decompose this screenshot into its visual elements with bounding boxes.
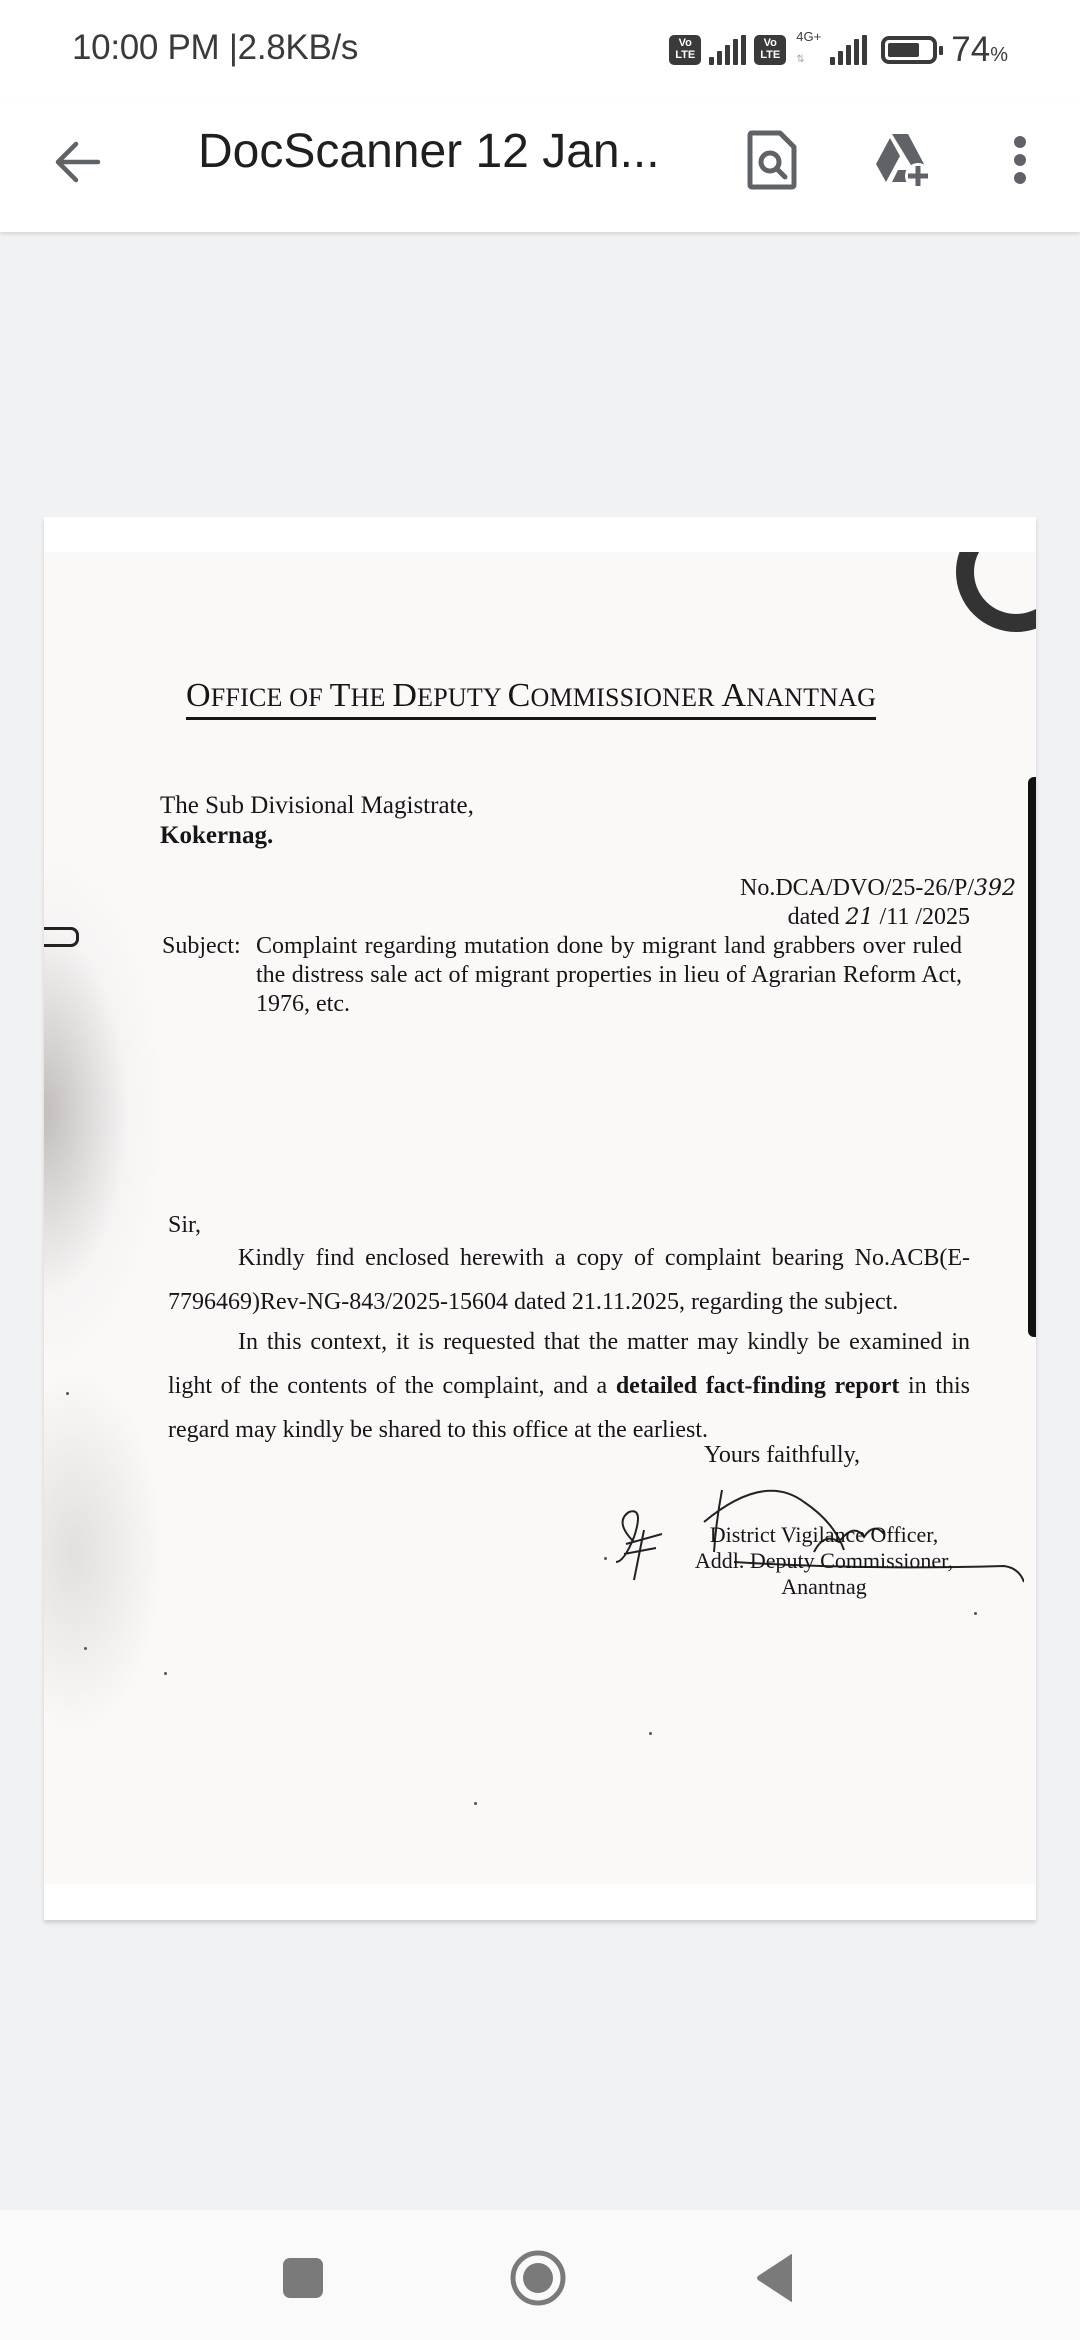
battery-fill <box>888 43 919 57</box>
reference-date <box>788 903 970 932</box>
volte-label-bottom: LTE <box>760 49 781 61</box>
save-to-drive-button[interactable] <box>870 128 934 192</box>
signatory-line2: Addl. Deputy Commissioner, <box>694 1548 954 1573</box>
more-vert-icon <box>1010 132 1030 188</box>
preview-document-button[interactable] <box>740 128 804 192</box>
battery-percent-sign: % <box>990 44 1008 66</box>
page-title: DocScanner 12 Jan... <box>198 125 660 178</box>
status-bar <box>0 0 1080 100</box>
paragraph-2-text-before: In this context, it is requested that the matter may kindly be examined in light of the contents of the complaint, and a <box>168 1329 970 1399</box>
dated-label: dated <box>787 904 840 930</box>
paragraph-2-bold-text: detailed fact-finding report <box>615 1373 900 1399</box>
more-options-button[interactable] <box>988 128 1052 192</box>
system-back-button[interactable] <box>746 2248 806 2308</box>
signal-strength-icon-sim2 <box>830 35 867 65</box>
drive-add-icon <box>872 130 932 190</box>
system-nav-bar <box>0 2210 1080 2340</box>
home-icon <box>508 2248 568 2308</box>
back-triangle-icon <box>754 2253 798 2303</box>
recent-apps-icon <box>281 2256 325 2300</box>
document-search-icon <box>746 130 798 190</box>
letterhead-smallcaps: EPUTY <box>417 683 508 712</box>
addressee-line2: Kokernag. <box>160 822 274 849</box>
recent-apps-button[interactable] <box>273 2248 333 2308</box>
addressee-line1: The Sub Divisional Magistrate, <box>160 792 474 819</box>
status-separator: | <box>228 28 238 67</box>
letterhead-cap: O <box>186 677 211 714</box>
paragraph-1 <box>168 1236 970 1324</box>
signal-strength-icon <box>709 35 746 65</box>
status-icons <box>669 28 1008 72</box>
letterhead-cap: D <box>392 677 418 714</box>
dated-day-handwritten: 21 <box>845 905 874 930</box>
volte-label-top: Vo <box>763 37 777 49</box>
pdf-page[interactable] <box>44 517 1036 1920</box>
volte-label-bottom: LTE <box>675 49 696 61</box>
volte-label-top: Vo <box>678 37 692 49</box>
signatory-block <box>644 1522 1004 1600</box>
back-button[interactable] <box>50 134 106 190</box>
scan-edge-shadow <box>1028 777 1036 1337</box>
arrow-back-icon <box>50 134 106 190</box>
signatory-line3: Anantnag <box>781 1574 867 1599</box>
paper-clip-mark <box>44 927 79 947</box>
paragraph-2 <box>168 1320 970 1452</box>
paragraph-2-text-after: in this regard may kindly be shared to this office at the earliest. <box>168 1373 971 1443</box>
letterhead-title <box>186 678 876 720</box>
letterhead-cap: A <box>721 677 747 714</box>
letterhead-smallcaps: FFICE OF <box>210 683 330 712</box>
battery-icon <box>881 36 937 64</box>
volte-icon <box>669 35 701 65</box>
closing: Yours faithfully, <box>704 1442 861 1468</box>
letterhead-cap: C <box>507 677 531 714</box>
letterhead-smallcaps: HE <box>350 683 393 712</box>
app-bar <box>0 100 1080 232</box>
salutation: Sir, <box>168 1212 202 1238</box>
subject-block <box>162 932 962 1019</box>
ref-number-handwritten: 392 <box>974 876 1016 901</box>
status-left <box>72 28 358 68</box>
status-net-speed: 2.8KB/s <box>237 28 359 67</box>
reference-number <box>740 874 1016 903</box>
letterhead-smallcaps: OMMISSIONER <box>530 683 722 712</box>
dated-rest: /11 /2025 <box>879 904 970 930</box>
network-type-label: 4G+ <box>796 29 822 44</box>
home-button[interactable] <box>508 2248 568 2308</box>
data-activity-icon: ⇅ <box>796 54 805 65</box>
subject-text: Complaint regarding mutation done by migrant land grabbers over ruled the distress sale act of migrant properties in lieu of Agrarian Reform Act, 1976, etc. <box>256 933 962 1017</box>
volte-icon-sim2 <box>754 35 786 65</box>
battery-nub <box>939 46 943 55</box>
subject-label: Subject: <box>162 933 241 959</box>
battery-percent-value: 74 <box>951 30 991 69</box>
ref-number-prefix: No.DCA/DVO/25-26/P/ <box>739 875 974 901</box>
scanned-letter <box>44 552 1036 1884</box>
status-time: 10:00 PM <box>72 28 220 67</box>
signatory-line1: District Vigilance Officer, <box>709 1522 939 1547</box>
stamp-mark <box>956 552 1036 632</box>
letterhead-smallcaps: NANTNAG <box>746 683 877 712</box>
battery-percent <box>951 30 1008 70</box>
paragraph-1-text: Kindly find enclosed herewith a copy of complaint bearing No.ACB(E-7796469)Rev-NG-843/2025-15604 dated 21.11.2025, regarding the subject. <box>168 1245 970 1315</box>
letterhead-cap: T <box>329 677 351 714</box>
network-type-icon <box>794 29 828 67</box>
